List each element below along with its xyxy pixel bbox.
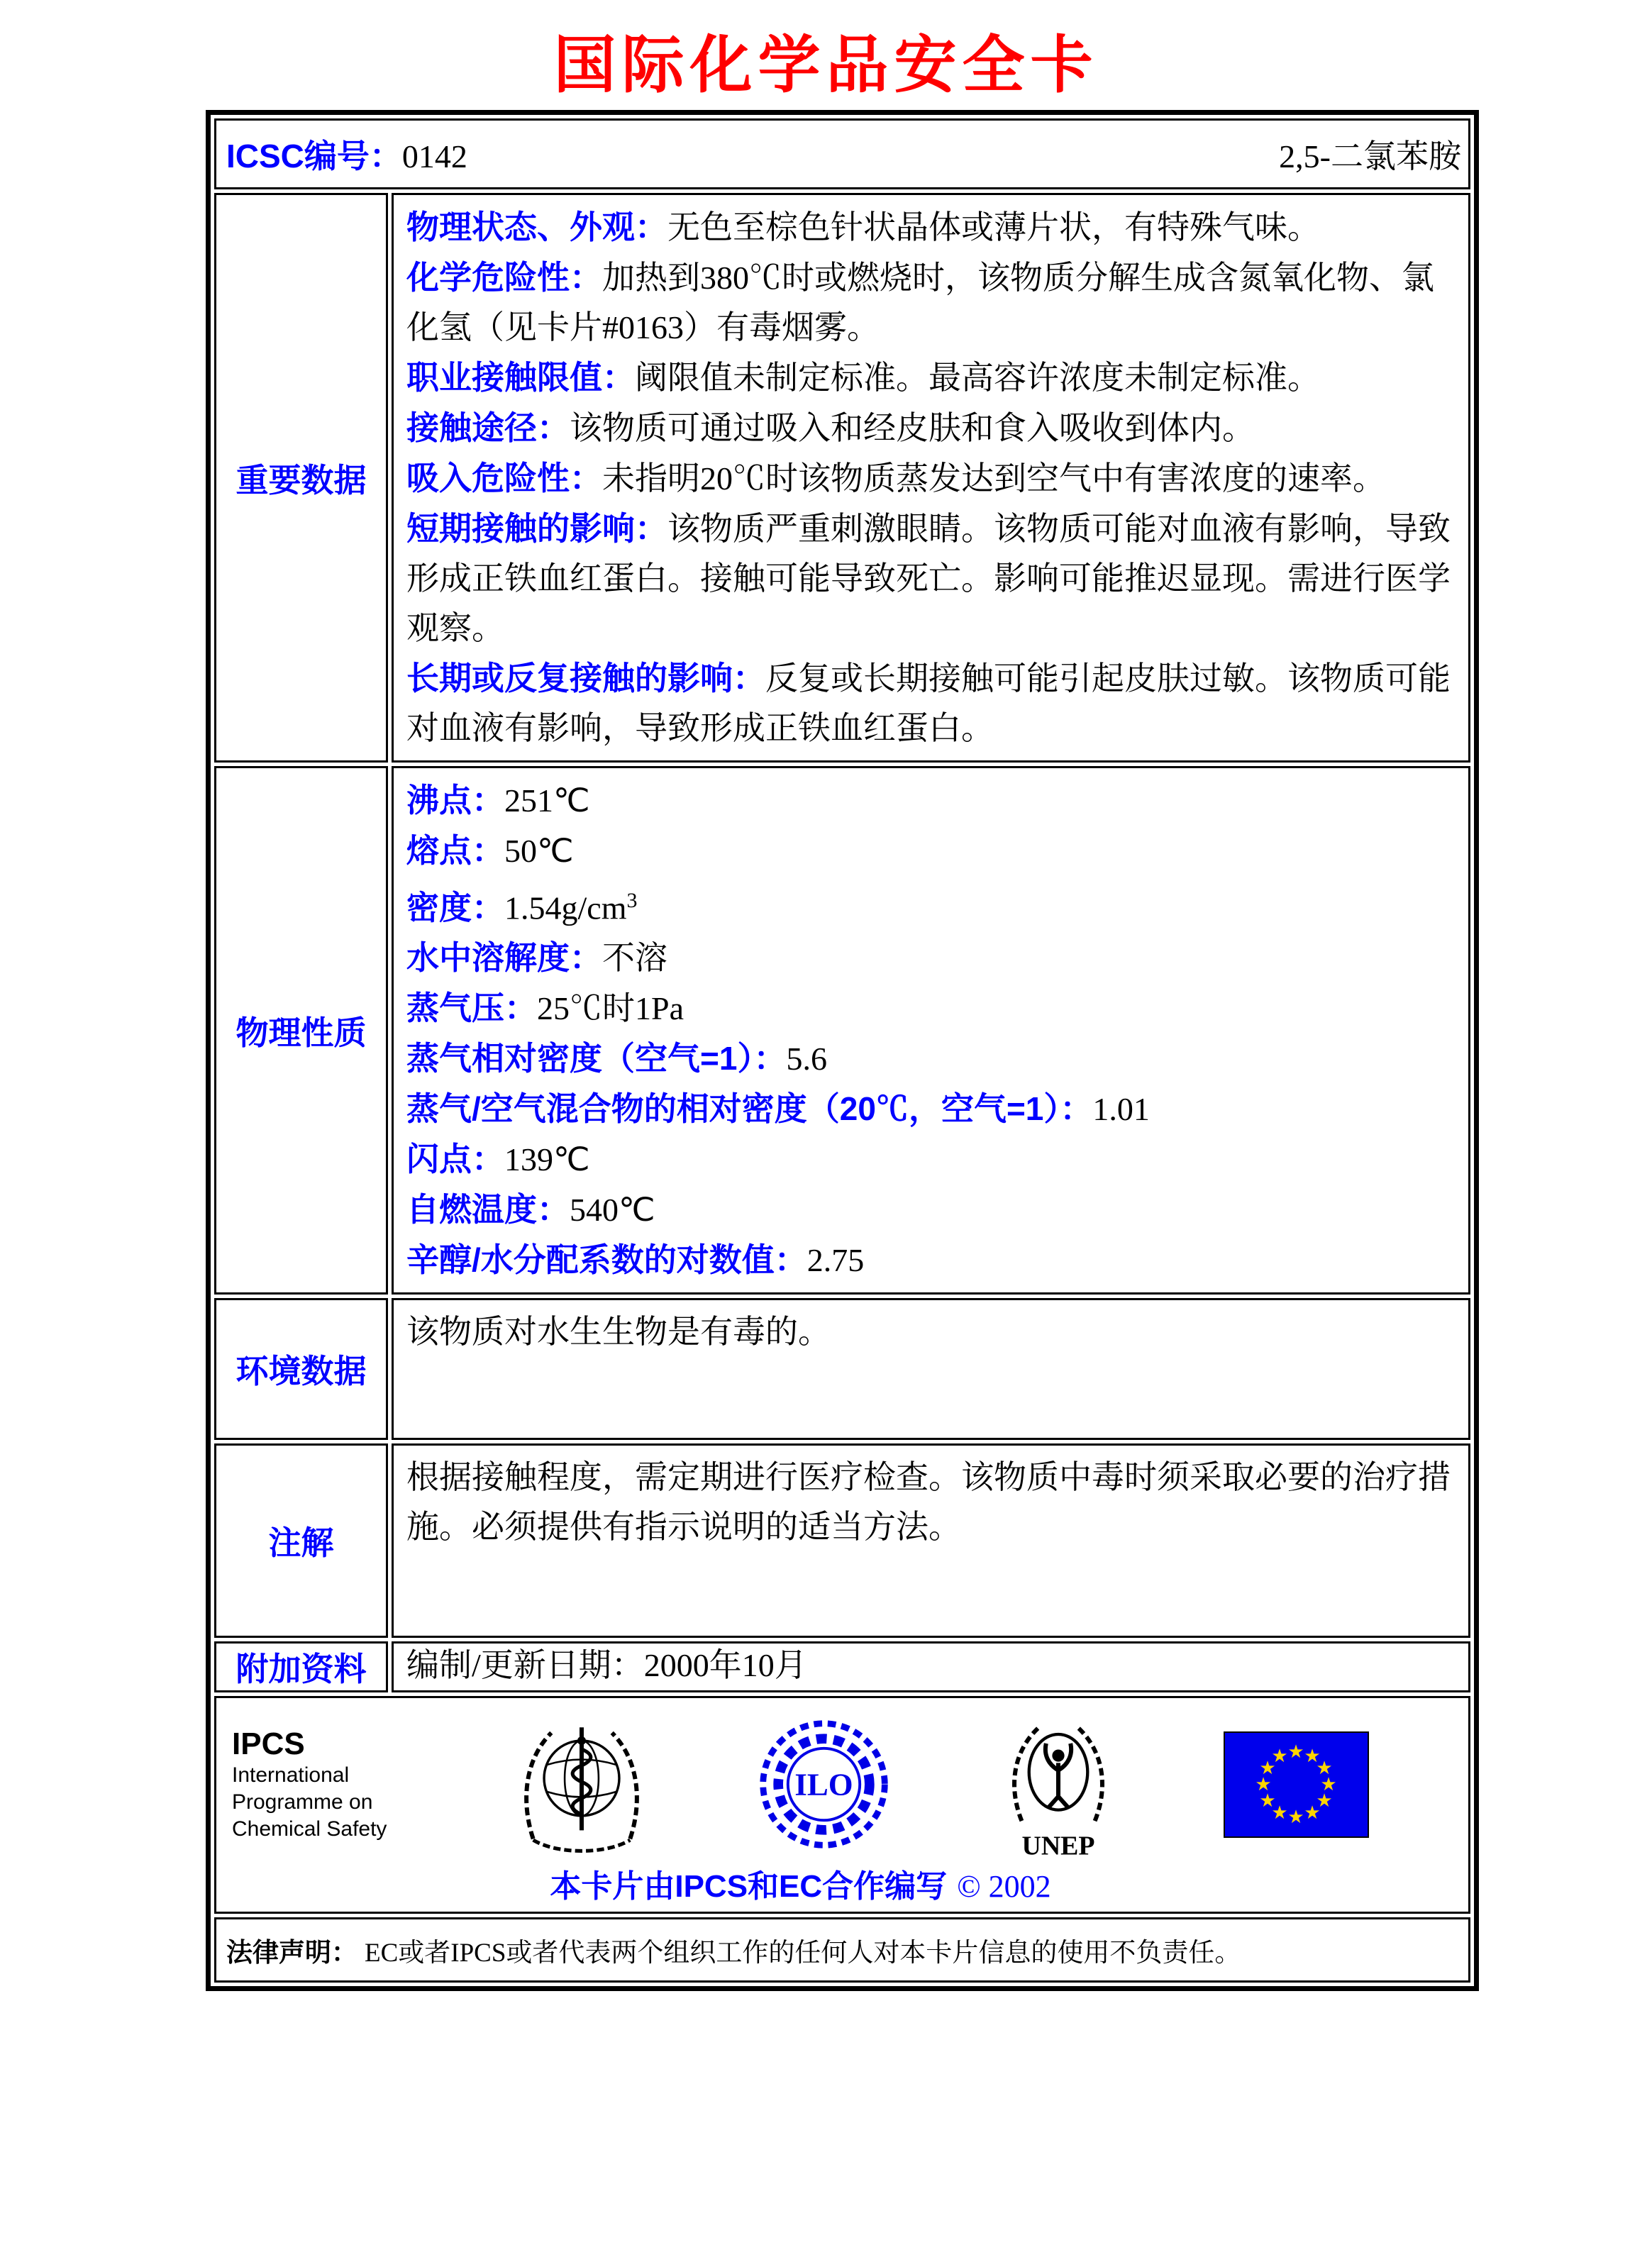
item-text: 阈限值未制定标准。最高容许浓度未制定标准。 <box>635 360 1320 396</box>
legal-disclaimer-row <box>214 1917 1470 1983</box>
item-label: 长期或反复接触的影响： <box>406 660 765 697</box>
section-label-environmental-data: 环境数据 <box>214 1298 388 1440</box>
section-environmental-data <box>214 1298 1470 1440</box>
item-text: 1.01 <box>1092 1091 1150 1128</box>
item-text: 该物质可通过吸入和经皮肤和食入吸收到体内。 <box>570 410 1255 446</box>
svg-text:★: ★ <box>1304 1745 1321 1767</box>
item-label: 闪点： <box>406 1141 504 1178</box>
organizations-banner <box>214 1696 1470 1914</box>
item-label: 密度： <box>406 889 504 926</box>
item-text: 139℃ <box>504 1141 590 1178</box>
important-item <box>406 202 1456 253</box>
logos-row <box>232 1708 1369 1861</box>
item-text: 反复或长期接触可能引起皮肤过敏。该物质可能对血液有影响，导致形成正铁血红蛋白。 <box>406 660 1451 746</box>
section-content-environmental-data <box>392 1298 1470 1440</box>
icsc-card <box>206 110 1479 1991</box>
section-important-data <box>214 193 1470 763</box>
item-label: 短期接触的影响： <box>406 510 667 547</box>
item-label: 沸点： <box>406 782 504 819</box>
physical-property-item <box>406 1033 1456 1084</box>
ipcs-line: Chemical Safety <box>232 1817 387 1841</box>
section-content-important-data <box>392 193 1470 763</box>
svg-text:★: ★ <box>1316 1757 1333 1779</box>
important-item <box>406 653 1456 753</box>
item-label: 自燃温度： <box>406 1191 570 1229</box>
item-text: 251℃ <box>504 782 590 819</box>
legal-text: EC或者IPCS或者代表两个组织工作的任何人对本卡片信息的使用不负责任。 <box>365 1939 1241 1968</box>
physical-property-item <box>406 826 1456 876</box>
item-text: 25℃时1Pa <box>537 990 684 1027</box>
item-label: 蒸气压： <box>406 990 537 1027</box>
physical-property-item <box>406 1134 1456 1185</box>
page-title: 国际化学品安全卡 <box>553 32 1099 101</box>
important-item <box>406 453 1456 504</box>
caption-year: © 2002 <box>957 1869 1051 1905</box>
caption-text: 本卡片由IPCS和EC合作编写 <box>550 1869 948 1905</box>
svg-text:★: ★ <box>1316 1790 1333 1812</box>
section-content-additional-info <box>392 1641 1470 1692</box>
svg-text:★: ★ <box>1259 1790 1276 1812</box>
eu-flag-icon <box>1224 1731 1369 1838</box>
svg-text:★: ★ <box>1259 1757 1276 1779</box>
environment-text: 该物质对水生生物是有毒的。 <box>406 1314 831 1351</box>
cooperation-caption <box>232 1861 1369 1906</box>
ipcs-text-block <box>232 1726 409 1843</box>
important-item <box>406 504 1456 653</box>
item-text: 加热到380℃时或燃烧时，该物质分解生成含氮氧化物、氯化氢（见卡片#0163）有毒烟雾。 <box>406 260 1434 345</box>
section-label-important-data: 重要数据 <box>214 193 388 763</box>
item-label: 吸入危险性： <box>406 460 602 497</box>
svg-text:ILO: ILO <box>794 1766 853 1802</box>
who-logo-icon <box>507 1712 656 1857</box>
chemical-name: 2,5-二氯苯胺 <box>1279 138 1461 174</box>
icsc-number-group <box>226 131 467 177</box>
legal-label: 法律声明： <box>226 1938 357 1968</box>
item-text: 无色至棕色针状晶体或薄片状，有特殊气味。 <box>667 209 1320 245</box>
item-label: 蒸气相对密度（空气=1）： <box>406 1040 787 1077</box>
item-label: 化学危险性： <box>406 259 602 296</box>
section-additional-info <box>214 1641 1470 1692</box>
ipcs-acronym: IPCS <box>232 1726 305 1761</box>
section-label-notes: 注解 <box>214 1443 388 1638</box>
item-text: 540℃ <box>570 1192 655 1229</box>
item-text: 2.75 <box>806 1242 865 1279</box>
physical-property-item <box>406 983 1456 1033</box>
section-content-notes <box>392 1443 1470 1638</box>
svg-text:★: ★ <box>1320 1773 1337 1795</box>
ipcs-line: International <box>232 1763 350 1787</box>
physical-property-item <box>406 1235 1456 1285</box>
section-content-physical-properties <box>392 766 1470 1295</box>
important-item <box>406 253 1456 353</box>
item-label: 水中溶解度： <box>406 939 602 977</box>
item-text: 不溶 <box>602 940 667 977</box>
notes-text: 根据接触程度，需定期进行医疗检查。该物质中毒时须采取必要的治疗措施。必须提供有指示说明的适当方法。 <box>406 1459 1451 1546</box>
physical-property-item <box>406 1185 1456 1235</box>
item-text: 5.6 <box>786 1041 827 1077</box>
item-text: 50℃ <box>504 833 574 869</box>
important-item <box>406 403 1456 453</box>
unep-logo-icon <box>991 1708 1126 1861</box>
physical-property-item <box>406 1084 1456 1134</box>
svg-text:★: ★ <box>1255 1773 1272 1795</box>
section-notes <box>214 1443 1470 1638</box>
item-label: 职业接触限值： <box>406 359 635 396</box>
icsc-number-label: ICSC编号： <box>226 138 402 174</box>
svg-text:UNEP: UNEP <box>1021 1831 1095 1861</box>
update-date-label: 编制/更新日期： <box>406 1647 644 1684</box>
physical-property-item <box>406 933 1456 983</box>
section-label-additional-info: 附加资料 <box>214 1641 388 1692</box>
section-physical-properties <box>214 766 1470 1295</box>
update-date-value: 2000年10月 <box>643 1647 807 1684</box>
card-header-row <box>214 118 1470 189</box>
svg-text:★: ★ <box>1287 1806 1304 1828</box>
item-text: 1.54g/cm <box>504 889 627 926</box>
physical-property-item <box>406 876 1456 933</box>
item-label: 接触途径： <box>406 409 570 446</box>
svg-text:★: ★ <box>1287 1741 1304 1763</box>
ipcs-line: Programme on <box>232 1790 373 1814</box>
svg-text:★: ★ <box>1304 1802 1321 1824</box>
icsc-number-value: 0142 <box>401 138 467 174</box>
ilo-logo-icon <box>755 1715 893 1853</box>
item-label: 辛醇/水分配系数的对数值： <box>406 1241 807 1279</box>
item-label: 蒸气/空气混合物的相对密度（20℃，空气=1）： <box>406 1090 1093 1128</box>
important-item <box>406 353 1456 403</box>
density-superscript: 3 <box>626 889 638 912</box>
svg-text:★: ★ <box>1271 1802 1288 1824</box>
item-text: 该物质严重刺激眼睛。该物质可能对血液有影响，导致形成正铁血红蛋白。接触可能导致死亡。影响可能推迟显现。需进行医学观察。 <box>406 511 1451 646</box>
svg-text:★: ★ <box>1271 1745 1288 1767</box>
item-text: 未指明20℃时该物质蒸发达到空气中有害浓度的速率。 <box>602 460 1385 497</box>
item-label: 熔点： <box>406 832 504 869</box>
item-label: 物理状态、外观： <box>406 209 667 245</box>
section-label-physical-properties: 物理性质 <box>214 766 388 1295</box>
physical-property-item <box>406 775 1456 826</box>
